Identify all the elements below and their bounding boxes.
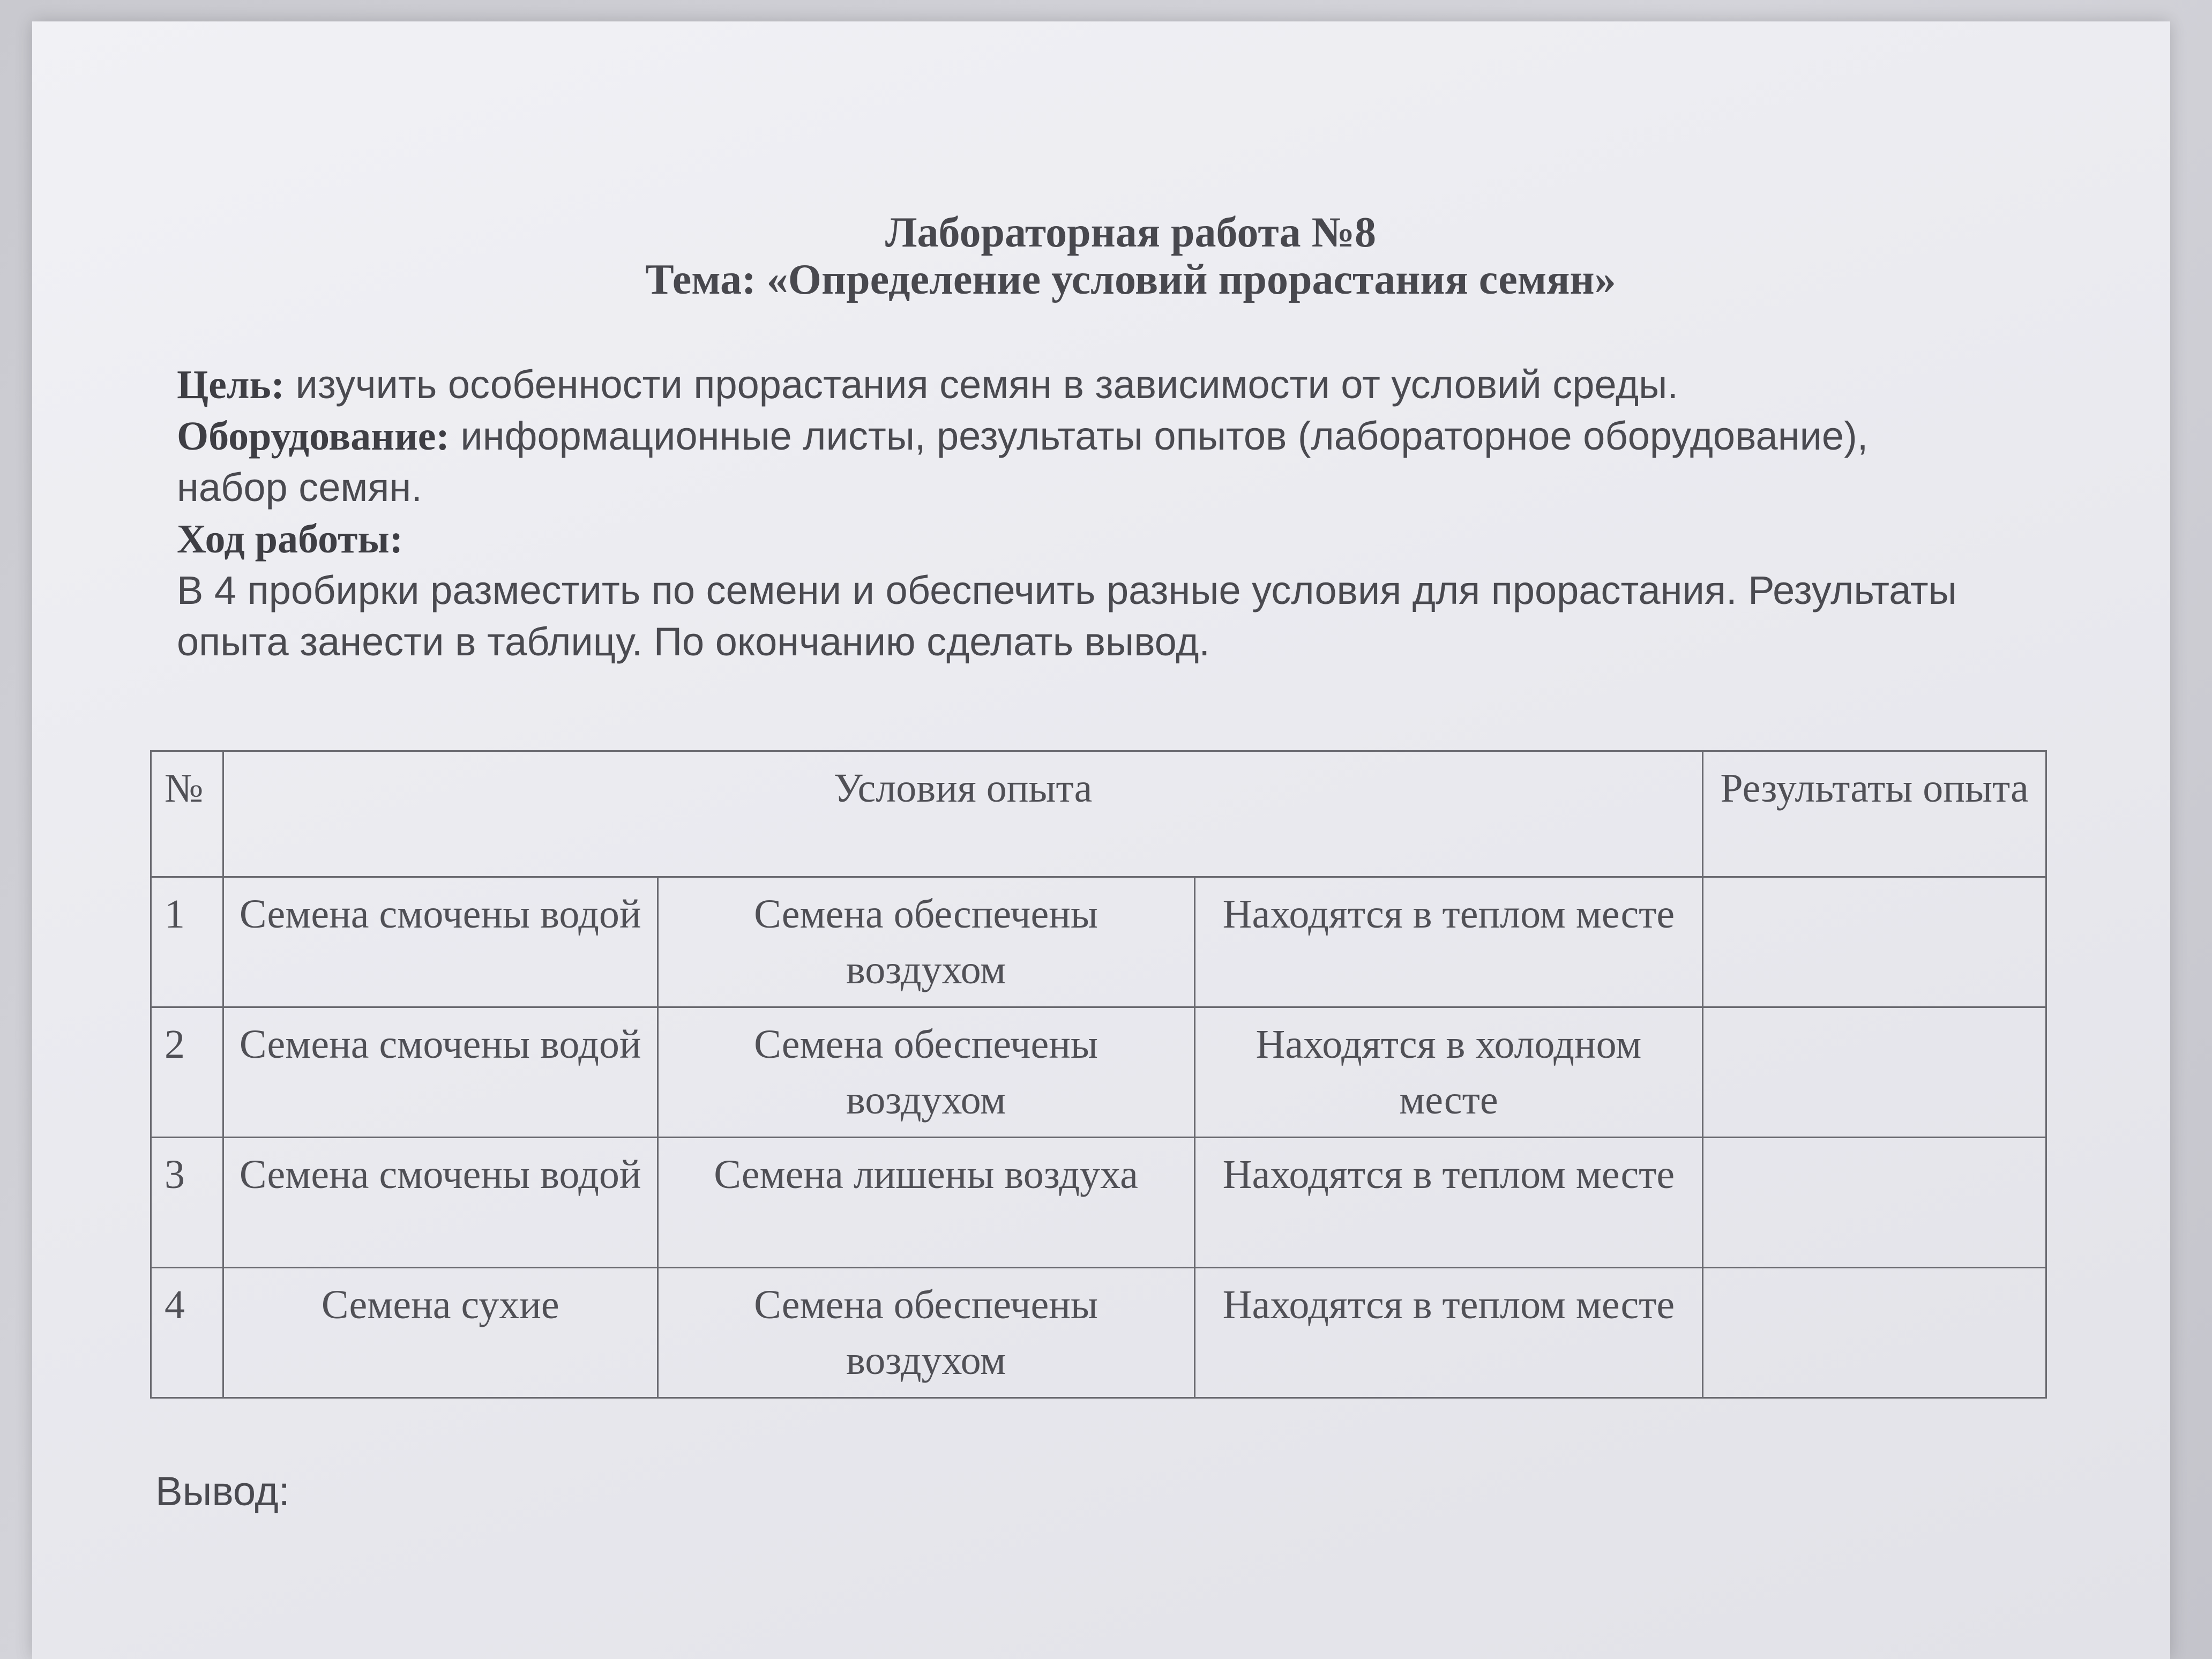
row-number: 4 <box>151 1268 223 1398</box>
temperature-condition-cell: Находятся в теплом месте <box>1194 1138 1703 1268</box>
header-number: № <box>151 751 223 877</box>
table-header-row <box>151 751 2046 877</box>
equipment-text: информационные листы, результаты опытов (лабораторное оборудование), набор семян. <box>177 414 1869 510</box>
air-condition-cell: Семена лишены воздуха <box>657 1138 1194 1268</box>
header-conditions: Условия опыта <box>223 751 1702 877</box>
table-row <box>151 1268 2046 1398</box>
table-row <box>151 1007 2046 1138</box>
conclusion-label: Вывод: <box>155 1469 290 1514</box>
procedure-label-line <box>177 513 1972 565</box>
paper-sheet <box>32 21 2170 1659</box>
result-cell[interactable] <box>1703 1007 2046 1138</box>
result-cell[interactable] <box>1703 1268 2046 1398</box>
document-body <box>177 359 1972 668</box>
goal-paragraph <box>177 359 1972 410</box>
result-cell[interactable] <box>1703 877 2046 1007</box>
document-header <box>568 209 1693 303</box>
table-row <box>151 877 2046 1007</box>
table-row <box>151 1138 2046 1268</box>
row-number: 2 <box>151 1007 223 1138</box>
water-condition-cell: Семена смочены водой <box>223 1138 657 1268</box>
water-condition-cell: Семена смочены водой <box>223 1007 657 1138</box>
water-condition-cell: Семена сухие <box>223 1268 657 1398</box>
temperature-condition-cell: Находятся в теплом месте <box>1194 1268 1703 1398</box>
temperature-condition-cell: Находятся в теплом месте <box>1194 877 1703 1007</box>
goal-label: Цель: <box>177 362 285 407</box>
procedure-label: Ход работы: <box>177 517 403 562</box>
water-condition-cell: Семена смочены водой <box>223 877 657 1007</box>
procedure-text: В 4 пробирки разместить по семени и обеспечить разные условия для прорастания. Результаты опыта занести в таблицу. По окончанию сделать вывод. <box>177 568 1957 664</box>
air-condition-cell: Семена обеспечены воздухом <box>657 1007 1194 1138</box>
temperature-condition-cell: Находятся в холодном месте <box>1194 1007 1703 1138</box>
equipment-paragraph <box>177 410 1972 513</box>
document-topic: Тема: «Определение условий прорастания семян» <box>645 256 1616 303</box>
goal-text: изучить особенности прорастания семян в зависимости от условий среды. <box>295 362 1678 407</box>
document-title: Лабораторная работа №8 <box>885 209 1377 256</box>
row-number: 3 <box>151 1138 223 1268</box>
air-condition-cell: Семена обеспечены воздухом <box>657 877 1194 1007</box>
air-condition-cell: Семена обеспечены воздухом <box>657 1268 1194 1398</box>
result-cell[interactable] <box>1703 1138 2046 1268</box>
equipment-label: Оборудование: <box>177 414 450 459</box>
experiment-table <box>150 750 2047 1399</box>
row-number: 1 <box>151 877 223 1007</box>
header-results: Результаты опыта <box>1703 751 2046 877</box>
